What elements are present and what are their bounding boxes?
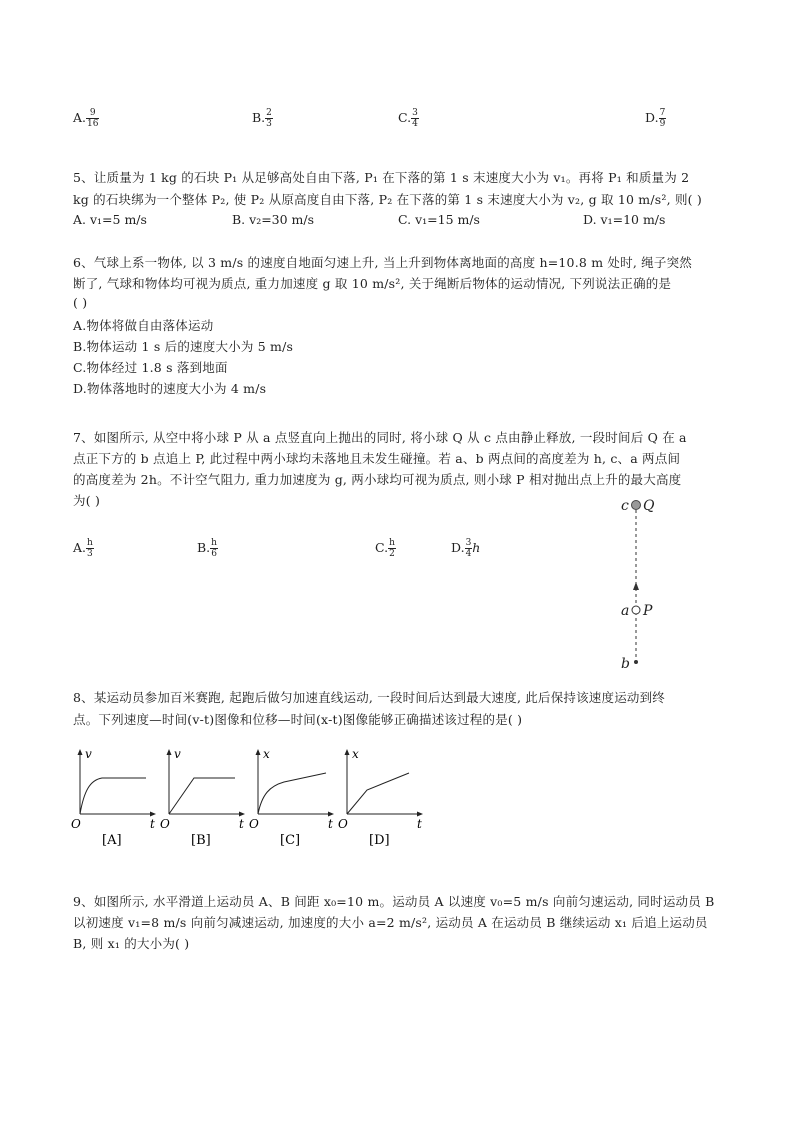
q5-stem-line2: kg 的石块绑为一个整体 P₂, 使 P₂ 从原高度自由下落, P₂ 在下落的第 1 s 末速度大小为 v₂, g 取 10 m/s², 则( )	[73, 192, 702, 207]
q8-graph-c	[248, 746, 340, 850]
q7-label-q: Q	[643, 498, 655, 514]
q7-label-p: P	[643, 603, 653, 619]
q4-c-num: 3	[412, 108, 418, 118]
q8-graph-a-tag: [A]	[102, 833, 122, 848]
q7-point-a	[632, 606, 640, 614]
q7-label-b: b	[621, 656, 630, 672]
q8-graph-c-tag: [C]	[280, 833, 301, 848]
q7-point-c	[632, 501, 641, 510]
q8-stem-line2: 点。下列速度—时间(v-t)图像和位移—时间(x-t)图像能够正确描述该过程的是( )	[73, 712, 523, 727]
q8-graph-b-ylabel: v	[174, 747, 181, 761]
q9-stem-line2: 以初速度 v₁=8 m/s 向前匀减速运动, 加速度的大小 a=2 m/s², 运动员 A 在运动员 B 继续运动 x₁ 后追上运动员	[73, 915, 708, 930]
q8-graph-a-origin: O	[71, 817, 81, 831]
q4-a-num: 9	[86, 108, 99, 119]
q6-stem-line1: 6、气球上系一物体, 以 3 m/s 的速度自地面匀速上升, 当上升到物体离地面的高度 h=10.8 m 处时, 绳子突然	[73, 255, 692, 270]
q8-graph-a-ylabel: v	[85, 747, 92, 761]
q6-stem-line2: 断了, 气球和物体均可视为质点, 重力加速度 g 取 10 m/s², 关于绳断后物体的运动情况, 下列说法正确的是	[73, 276, 672, 291]
q5-option-b: B. v₂=30 m/s	[232, 212, 315, 227]
q8-graph-c-curve	[258, 773, 326, 814]
q4-b-den: 3	[266, 119, 272, 129]
q4-a-den: 16	[87, 119, 99, 129]
q8-graph-d-origin: O	[338, 817, 348, 831]
q7-option-b: B. $\frac{h}{6}$	[197, 538, 217, 559]
q4-b-num: 2	[266, 108, 272, 118]
q6-option-d: D.物体落地时的速度大小为 4 m/s	[73, 381, 267, 396]
q8-graph-d-ylabel: x	[352, 747, 359, 761]
q6-stem-line3: ( )	[73, 295, 88, 310]
q7-option-a: A. $\frac{h}{3}$	[73, 538, 93, 559]
q8-graph-d-xlabel: t	[417, 817, 422, 831]
q7-stem-line1: 7、如图所示, 从空中将小球 P 从 a 点竖直向上抛出的同时, 将小球 Q 从 c 点由静止释放, 一段时间后 Q 在 a	[73, 430, 687, 445]
q8-graph-d-curve	[347, 773, 409, 814]
q4-d-num: 7	[659, 108, 666, 118]
q8-graph-b-tag: [B]	[191, 833, 211, 848]
q9-stem-line1: 9、如图所示, 水平滑道上运动员 A、B 间距 x₀=10 m。运动员 A 以速度 v₀=5 m/s 向前匀速运动, 同时运动员 B	[73, 894, 715, 909]
q8-graph-b-curve	[169, 778, 235, 814]
q8-graph-a-curve	[80, 778, 146, 814]
q6-option-c: C.物体经过 1.8 s 落到地面	[73, 360, 228, 375]
q7-d-suffix: h	[472, 540, 481, 555]
q7-stem-line2: 点正下方的 b 点追上 P, 此过程中两小球均未落地且未发生碰撞。若 a、b 两点间的高度差为 h, c、a 两点间	[73, 451, 681, 466]
q9-stem-line3: B, 则 x₁ 的大小为( )	[73, 936, 190, 951]
q7-d-num: 3	[465, 538, 472, 548]
q4-d-den: 9	[659, 119, 666, 129]
q8-graph-b	[159, 746, 251, 850]
q7-c-den: 2	[389, 549, 395, 559]
q5-option-c: C. v₁=15 m/s	[398, 212, 480, 227]
q5-option-a: A. v₁=5 m/s	[73, 212, 147, 227]
q7-option-d: D. $\frac{3}{4}$ h	[451, 538, 481, 559]
q4-option-d: D. $\frac{7}{9}$	[645, 108, 666, 129]
q8-graph-a-xlabel: t	[150, 817, 155, 831]
q7-point-b	[634, 660, 638, 664]
q6-option-a: A.物体将做自由落体运动	[73, 318, 214, 333]
q8-graph-d	[337, 746, 429, 850]
q4-option-a: A. $\frac{9}{16}$	[73, 108, 99, 129]
q8-stem-line1: 8、某运动员参加百米赛跑, 起跑后做匀加速直线运动, 一段时间后达到最大速度, 此后保持该速度运动到终	[73, 690, 665, 705]
q4-option-b: B. $\frac{2}{3}$	[252, 108, 272, 129]
q7-a-den: 3	[87, 549, 93, 559]
q7-c-num: h	[389, 538, 395, 548]
q7-b-den: 6	[211, 549, 217, 559]
q7-label-c: c	[621, 498, 629, 514]
q8-graph-b-xlabel: t	[239, 817, 244, 831]
q8-graph-b-origin: O	[160, 817, 170, 831]
q8-graph-d-tag: [D]	[369, 833, 390, 848]
q7-stem-line3: 的高度差为 2h。不计空气阻力, 重力加速度为 g, 两小球均可视为质点, 则小球 P 相对抛出点上升的最大高度	[73, 472, 682, 487]
q7-d-den: 4	[465, 549, 472, 559]
q7-a-num: h	[87, 538, 93, 548]
q6-option-b: B.物体运动 1 s 后的速度大小为 5 m/s	[73, 339, 294, 354]
q7-up-arrow	[633, 582, 639, 590]
q7-figure	[610, 492, 670, 672]
q7-label-a: a	[621, 603, 630, 619]
q8-graph-c-ylabel: x	[263, 747, 270, 761]
q8-graph-c-xlabel: t	[328, 817, 333, 831]
q4-c-den: 4	[412, 119, 418, 129]
q7-option-c: C. $\frac{h}{2}$	[375, 538, 395, 559]
q4-option-c: C. $\frac{3}{4}$	[398, 108, 418, 129]
q7-stem-line4: 为( )	[73, 493, 101, 508]
q8-graph-a	[70, 746, 162, 850]
q8-graph-c-origin: O	[249, 817, 259, 831]
q7-b-num: h	[211, 538, 217, 548]
q5-stem-line1: 5、让质量为 1 kg 的石块 P₁ 从足够高处自由下落, P₁ 在下落的第 1 s 末速度大小为 v₁。再将 P₁ 和质量为 2	[73, 170, 690, 185]
q5-option-d: D. v₁=10 m/s	[583, 212, 666, 227]
